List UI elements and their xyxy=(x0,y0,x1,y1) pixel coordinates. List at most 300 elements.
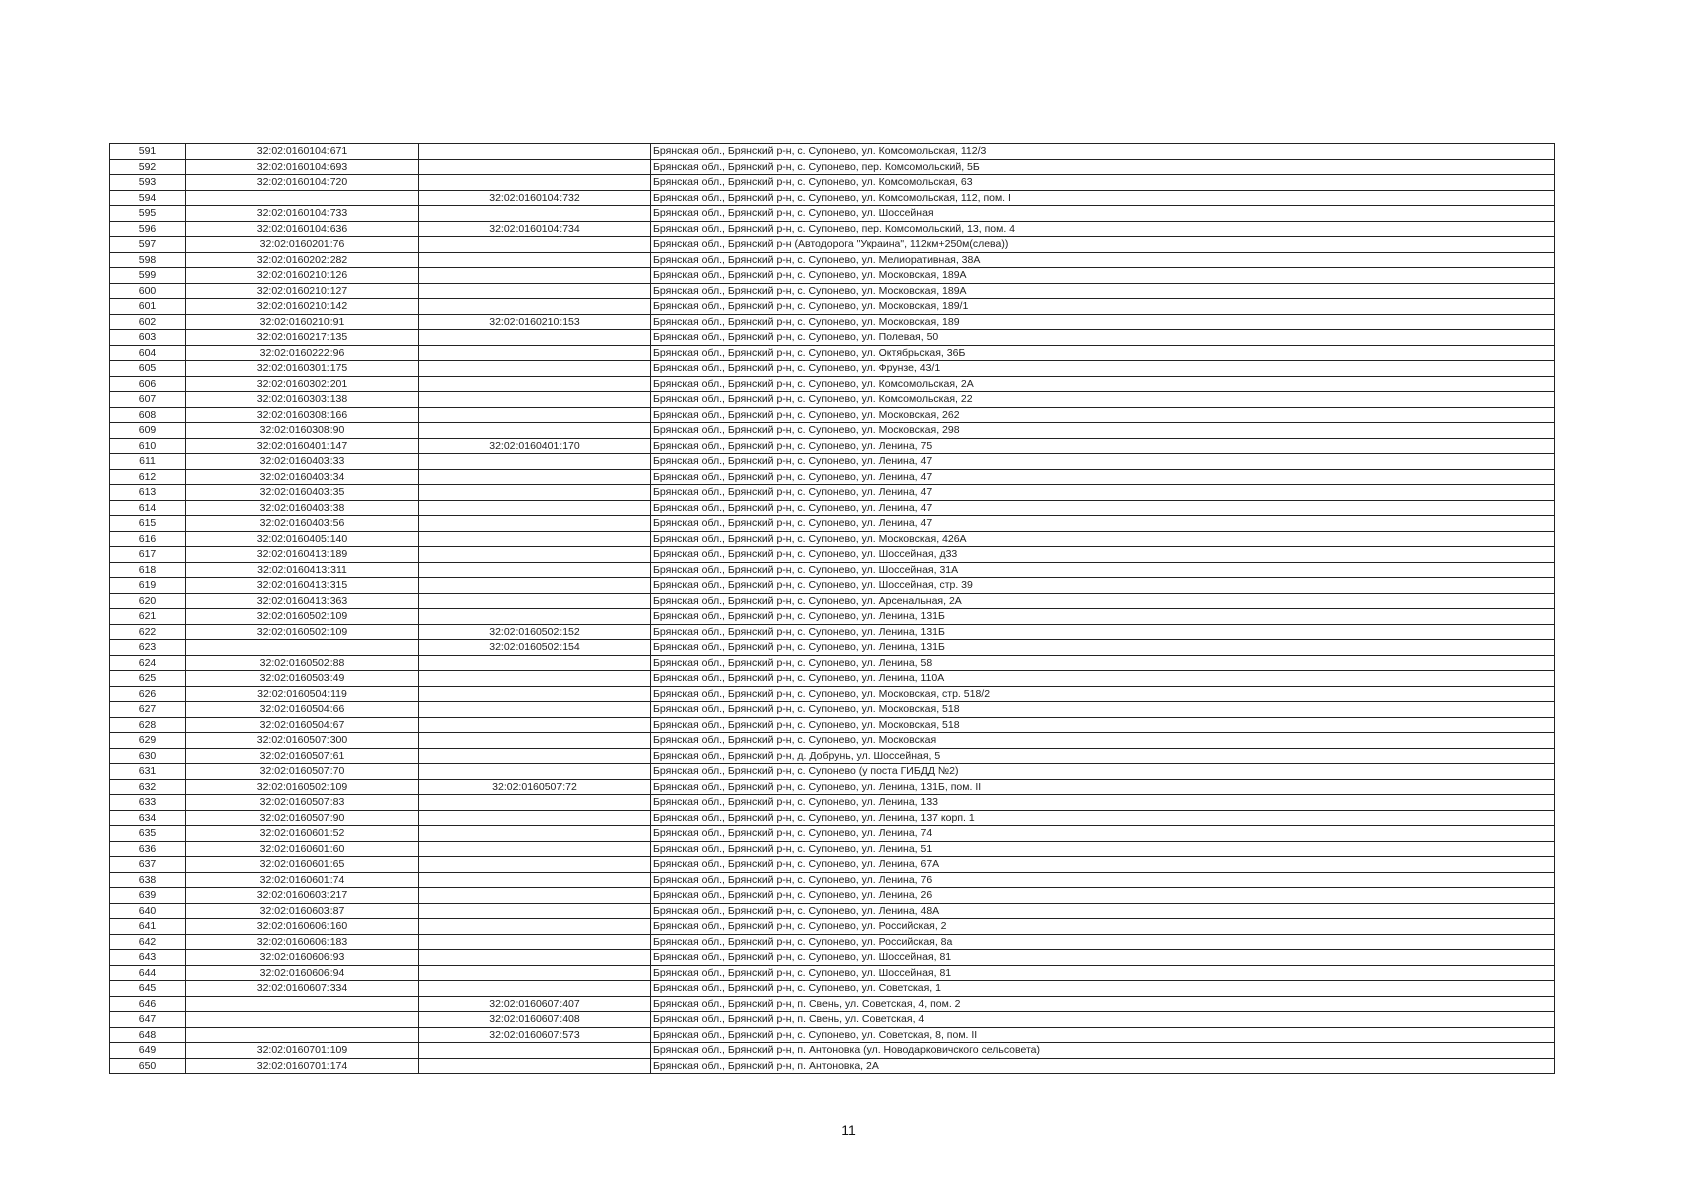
related-cadastral-number-cell xyxy=(419,903,651,919)
address-cell: Брянская обл., Брянский р-н, с. Супонево, ул. Ленина, 26 xyxy=(651,888,1555,904)
table-row xyxy=(110,361,1555,377)
related-cadastral-number-cell xyxy=(419,702,651,718)
related-cadastral-number-cell xyxy=(419,268,651,284)
address-cell: Брянская обл., Брянский р-н, с. Супонево, ул. Московская, 262 xyxy=(651,407,1555,423)
table-row xyxy=(110,175,1555,191)
row-number-cell: 646 xyxy=(110,996,186,1012)
cadastral-number-cell: 32:02:0160606:183 xyxy=(186,934,419,950)
related-cadastral-number-cell xyxy=(419,345,651,361)
address-cell: Брянская обл., Брянский р-н, с. Супонево, ул. Московская, 426А xyxy=(651,531,1555,547)
address-cell: Брянская обл., Брянский р-н, с. Супонево, ул. Российская, 8а xyxy=(651,934,1555,950)
address-cell: Брянская обл., Брянский р-н, с. Супонево, ул. Комсомольская, 112/3 xyxy=(651,144,1555,160)
related-cadastral-number-cell xyxy=(419,965,651,981)
address-cell: Брянская обл., Брянский р-н, п. Антоновка, 2А xyxy=(651,1058,1555,1074)
address-cell: Брянская обл., Брянский р-н, с. Супонево, ул. Октябрьская, 36Б xyxy=(651,345,1555,361)
address-cell: Брянская обл., Брянский р-н, с. Супонево, ул. Ленина, 51 xyxy=(651,841,1555,857)
related-cadastral-number-cell: 32:02:0160104:732 xyxy=(419,190,651,206)
row-number-cell: 618 xyxy=(110,562,186,578)
row-number-cell: 592 xyxy=(110,159,186,175)
table-row xyxy=(110,996,1555,1012)
cadastral-number-cell: 32:02:0160104:636 xyxy=(186,221,419,237)
row-number-cell: 625 xyxy=(110,671,186,687)
related-cadastral-number-cell xyxy=(419,717,651,733)
address-cell: Брянская обл., Брянский р-н, с. Супонево, ул. Полевая, 50 xyxy=(651,330,1555,346)
table-row xyxy=(110,733,1555,749)
related-cadastral-number-cell xyxy=(419,531,651,547)
cadastral-number-cell: 32:02:0160502:109 xyxy=(186,624,419,640)
table-row xyxy=(110,965,1555,981)
cadastral-number-cell: 32:02:0160210:142 xyxy=(186,299,419,315)
cadastral-number-cell xyxy=(186,640,419,656)
address-cell: Брянская обл., Брянский р-н, с. Супонево, ул. Мелиоративная, 38А xyxy=(651,252,1555,268)
cadastral-number-cell: 32:02:0160504:66 xyxy=(186,702,419,718)
table-row xyxy=(110,392,1555,408)
table-row xyxy=(110,624,1555,640)
address-cell: Брянская обл., Брянский р-н, с. Супонево, ул. Московская, 189А xyxy=(651,283,1555,299)
table-row xyxy=(110,268,1555,284)
table-row xyxy=(110,1027,1555,1043)
row-number-cell: 630 xyxy=(110,748,186,764)
related-cadastral-number-cell xyxy=(419,810,651,826)
table-row xyxy=(110,795,1555,811)
row-number-cell: 639 xyxy=(110,888,186,904)
cadastral-number-cell: 32:02:0160403:38 xyxy=(186,500,419,516)
cadastral-number-cell: 32:02:0160104:733 xyxy=(186,206,419,222)
related-cadastral-number-cell xyxy=(419,748,651,764)
row-number-cell: 636 xyxy=(110,841,186,857)
address-cell: Брянская обл., Брянский р-н, с. Супонево, ул. Ленина, 58 xyxy=(651,655,1555,671)
row-number-cell: 602 xyxy=(110,314,186,330)
related-cadastral-number-cell xyxy=(419,686,651,702)
cadastral-number-cell xyxy=(186,996,419,1012)
row-number-cell: 645 xyxy=(110,981,186,997)
address-cell: Брянская обл., Брянский р-н, с. Супонево, пер. Комсомольский, 13, пом. 4 xyxy=(651,221,1555,237)
address-cell: Брянская обл., Брянский р-н, с. Супонево, ул. Ленина, 74 xyxy=(651,826,1555,842)
cadastral-table xyxy=(109,143,1555,1074)
row-number-cell: 605 xyxy=(110,361,186,377)
cadastral-number-cell: 32:02:0160308:166 xyxy=(186,407,419,423)
address-cell: Брянская обл., Брянский р-н, с. Супонево, ул. Комсомольская, 22 xyxy=(651,392,1555,408)
row-number-cell: 620 xyxy=(110,593,186,609)
table-row xyxy=(110,748,1555,764)
row-number-cell: 638 xyxy=(110,872,186,888)
cadastral-number-cell: 32:02:0160507:83 xyxy=(186,795,419,811)
cadastral-table-body xyxy=(110,144,1555,1074)
address-cell: Брянская обл., Брянский р-н, с. Супонево, ул. Московская xyxy=(651,733,1555,749)
table-row xyxy=(110,1043,1555,1059)
address-cell: Брянская обл., Брянский р-н, с. Супонево, ул. Фрунзе, 43/1 xyxy=(651,361,1555,377)
related-cadastral-number-cell: 32:02:0160507:72 xyxy=(419,779,651,795)
table-row xyxy=(110,345,1555,361)
related-cadastral-number-cell xyxy=(419,593,651,609)
cadastral-number-cell: 32:02:0160507:90 xyxy=(186,810,419,826)
cadastral-number-cell: 32:02:0160606:94 xyxy=(186,965,419,981)
related-cadastral-number-cell xyxy=(419,469,651,485)
row-number-cell: 644 xyxy=(110,965,186,981)
cadastral-number-cell: 32:02:0160403:56 xyxy=(186,516,419,532)
table-row xyxy=(110,485,1555,501)
address-cell: Брянская обл., Брянский р-н, с. Супонево, ул. Комсомольская, 63 xyxy=(651,175,1555,191)
table-row xyxy=(110,159,1555,175)
address-cell: Брянская обл., Брянский р-н, с. Супонево, ул. Советская, 1 xyxy=(651,981,1555,997)
cadastral-number-cell: 32:02:0160104:671 xyxy=(186,144,419,160)
cadastral-number-cell: 32:02:0160603:87 xyxy=(186,903,419,919)
table-row xyxy=(110,144,1555,160)
cadastral-number-cell: 32:02:0160413:315 xyxy=(186,578,419,594)
related-cadastral-number-cell xyxy=(419,764,651,780)
related-cadastral-number-cell: 32:02:0160104:734 xyxy=(419,221,651,237)
cadastral-number-cell: 32:02:0160210:126 xyxy=(186,268,419,284)
cadastral-number-cell: 32:02:0160606:93 xyxy=(186,950,419,966)
row-number-cell: 596 xyxy=(110,221,186,237)
address-cell: Брянская обл., Брянский р-н, с. Супонево, ул. Ленина, 110А xyxy=(651,671,1555,687)
related-cadastral-number-cell xyxy=(419,237,651,253)
table-row xyxy=(110,640,1555,656)
row-number-cell: 591 xyxy=(110,144,186,160)
cadastral-number-cell: 32:02:0160302:201 xyxy=(186,376,419,392)
cadastral-number-cell: 32:02:0160202:282 xyxy=(186,252,419,268)
related-cadastral-number-cell xyxy=(419,981,651,997)
cadastral-number-cell: 32:02:0160403:33 xyxy=(186,454,419,470)
cadastral-number-cell xyxy=(186,190,419,206)
table-row xyxy=(110,190,1555,206)
row-number-cell: 597 xyxy=(110,237,186,253)
related-cadastral-number-cell xyxy=(419,175,651,191)
cadastral-number-cell: 32:02:0160401:147 xyxy=(186,438,419,454)
address-cell: Брянская обл., Брянский р-н, с. Супонево, ул. Ленина, 47 xyxy=(651,485,1555,501)
address-cell: Брянская обл., Брянский р-н, с. Супонево, ул. Шоссейная, 81 xyxy=(651,965,1555,981)
row-number-cell: 622 xyxy=(110,624,186,640)
related-cadastral-number-cell xyxy=(419,376,651,392)
table-row xyxy=(110,888,1555,904)
address-cell: Брянская обл., Брянский р-н, с. Супонево, пер. Комсомольский, 5Б xyxy=(651,159,1555,175)
cadastral-number-cell: 32:02:0160502:88 xyxy=(186,655,419,671)
related-cadastral-number-cell xyxy=(419,500,651,516)
row-number-cell: 601 xyxy=(110,299,186,315)
row-number-cell: 599 xyxy=(110,268,186,284)
cadastral-number-cell: 32:02:0160607:334 xyxy=(186,981,419,997)
cadastral-number-cell: 32:02:0160601:65 xyxy=(186,857,419,873)
row-number-cell: 616 xyxy=(110,531,186,547)
cadastral-number-cell: 32:02:0160210:127 xyxy=(186,283,419,299)
related-cadastral-number-cell xyxy=(419,206,651,222)
table-row xyxy=(110,454,1555,470)
table-row xyxy=(110,593,1555,609)
cadastral-number-cell: 32:02:0160503:49 xyxy=(186,671,419,687)
cadastral-number-cell: 32:02:0160507:300 xyxy=(186,733,419,749)
cadastral-number-cell: 32:02:0160104:720 xyxy=(186,175,419,191)
related-cadastral-number-cell xyxy=(419,888,651,904)
address-cell: Брянская обл., Брянский р-н, с. Супонево, ул. Московская, стр. 518/2 xyxy=(651,686,1555,702)
row-number-cell: 617 xyxy=(110,547,186,563)
cadastral-number-cell: 32:02:0160507:70 xyxy=(186,764,419,780)
related-cadastral-number-cell xyxy=(419,547,651,563)
address-cell: Брянская обл., Брянский р-н, с. Супонево, ул. Ленина, 48А xyxy=(651,903,1555,919)
table-row xyxy=(110,500,1555,516)
row-number-cell: 626 xyxy=(110,686,186,702)
row-number-cell: 637 xyxy=(110,857,186,873)
table-row xyxy=(110,903,1555,919)
row-number-cell: 593 xyxy=(110,175,186,191)
table-row xyxy=(110,314,1555,330)
row-number-cell: 629 xyxy=(110,733,186,749)
address-cell: Брянская обл., Брянский р-н, с. Супонево (у поста ГИБДД №2) xyxy=(651,764,1555,780)
table-row xyxy=(110,423,1555,439)
related-cadastral-number-cell: 32:02:0160607:408 xyxy=(419,1012,651,1028)
cadastral-number-cell: 32:02:0160104:693 xyxy=(186,159,419,175)
row-number-cell: 631 xyxy=(110,764,186,780)
address-cell: Брянская обл., Брянский р-н, п. Антоновка (ул. Новодарковичского сельсовета) xyxy=(651,1043,1555,1059)
table-row xyxy=(110,671,1555,687)
cadastral-number-cell: 32:02:0160413:363 xyxy=(186,593,419,609)
related-cadastral-number-cell: 32:02:0160401:170 xyxy=(419,438,651,454)
related-cadastral-number-cell xyxy=(419,826,651,842)
cadastral-number-cell: 32:02:0160504:67 xyxy=(186,717,419,733)
address-cell: Брянская обл., Брянский р-н, с. Супонево, ул. Ленина, 131Б xyxy=(651,624,1555,640)
row-number-cell: 608 xyxy=(110,407,186,423)
row-number-cell: 649 xyxy=(110,1043,186,1059)
row-number-cell: 610 xyxy=(110,438,186,454)
address-cell: Брянская обл., Брянский р-н, с. Супонево, ул. Шоссейная, 81 xyxy=(651,950,1555,966)
table-row xyxy=(110,469,1555,485)
related-cadastral-number-cell: 32:02:0160502:154 xyxy=(419,640,651,656)
row-number-cell: 604 xyxy=(110,345,186,361)
cadastral-number-cell xyxy=(186,1027,419,1043)
cadastral-number-cell: 32:02:0160303:138 xyxy=(186,392,419,408)
related-cadastral-number-cell: 32:02:0160502:152 xyxy=(419,624,651,640)
address-cell: Брянская обл., Брянский р-н, с. Супонево, ул. Московская, 518 xyxy=(651,717,1555,733)
address-cell: Брянская обл., Брянский р-н, с. Супонево, ул. Московская, 189 xyxy=(651,314,1555,330)
address-cell: Брянская обл., Брянский р-н, с. Супонево, ул. Шоссейная, д33 xyxy=(651,547,1555,563)
table-row xyxy=(110,221,1555,237)
row-number-cell: 627 xyxy=(110,702,186,718)
table-row xyxy=(110,919,1555,935)
cadastral-number-cell: 32:02:0160301:175 xyxy=(186,361,419,377)
row-number-cell: 614 xyxy=(110,500,186,516)
cadastral-number-cell: 32:02:0160701:174 xyxy=(186,1058,419,1074)
table-row xyxy=(110,779,1555,795)
related-cadastral-number-cell xyxy=(419,919,651,935)
row-number-cell: 650 xyxy=(110,1058,186,1074)
row-number-cell: 632 xyxy=(110,779,186,795)
related-cadastral-number-cell xyxy=(419,795,651,811)
address-cell: Брянская обл., Брянский р-н (Автодорога "Украина", 112км+250м(слева)) xyxy=(651,237,1555,253)
address-cell: Брянская обл., Брянский р-н, с. Супонево, ул. Ленина, 47 xyxy=(651,500,1555,516)
table-row xyxy=(110,562,1555,578)
related-cadastral-number-cell xyxy=(419,841,651,857)
related-cadastral-number-cell xyxy=(419,283,651,299)
related-cadastral-number-cell: 32:02:0160210:153 xyxy=(419,314,651,330)
row-number-cell: 634 xyxy=(110,810,186,826)
table-row xyxy=(110,826,1555,842)
table-row xyxy=(110,438,1555,454)
related-cadastral-number-cell xyxy=(419,857,651,873)
cadastral-number-cell: 32:02:0160502:109 xyxy=(186,779,419,795)
related-cadastral-number-cell xyxy=(419,330,651,346)
address-cell: Брянская обл., Брянский р-н, с. Супонево, ул. Ленина, 137 корп. 1 xyxy=(651,810,1555,826)
cadastral-number-cell: 32:02:0160603:217 xyxy=(186,888,419,904)
row-number-cell: 600 xyxy=(110,283,186,299)
row-number-cell: 640 xyxy=(110,903,186,919)
row-number-cell: 648 xyxy=(110,1027,186,1043)
row-number-cell: 619 xyxy=(110,578,186,594)
table-row xyxy=(110,1012,1555,1028)
table-row xyxy=(110,578,1555,594)
table-row xyxy=(110,1058,1555,1074)
table-row xyxy=(110,950,1555,966)
row-number-cell: 633 xyxy=(110,795,186,811)
address-cell: Брянская обл., Брянский р-н, п. Свень, ул. Советская, 4 xyxy=(651,1012,1555,1028)
row-number-cell: 623 xyxy=(110,640,186,656)
related-cadastral-number-cell xyxy=(419,144,651,160)
table-row xyxy=(110,841,1555,857)
related-cadastral-number-cell: 32:02:0160607:407 xyxy=(419,996,651,1012)
table-row xyxy=(110,283,1555,299)
table-row xyxy=(110,810,1555,826)
address-cell: Брянская обл., Брянский р-н, с. Супонево, ул. Московская, 189А xyxy=(651,268,1555,284)
cadastral-number-cell: 32:02:0160403:35 xyxy=(186,485,419,501)
row-number-cell: 615 xyxy=(110,516,186,532)
cadastral-number-cell: 32:02:0160502:109 xyxy=(186,609,419,625)
cadastral-number-cell: 32:02:0160217:135 xyxy=(186,330,419,346)
cadastral-number-cell: 32:02:0160308:90 xyxy=(186,423,419,439)
address-cell: Брянская обл., Брянский р-н, с. Супонево, ул. Московская, 189/1 xyxy=(651,299,1555,315)
row-number-cell: 607 xyxy=(110,392,186,408)
address-cell: Брянская обл., Брянский р-н, с. Супонево, ул. Ленина, 76 xyxy=(651,872,1555,888)
related-cadastral-number-cell xyxy=(419,407,651,423)
related-cadastral-number-cell xyxy=(419,1043,651,1059)
address-cell: Брянская обл., Брянский р-н, с. Супонево, ул. Ленина, 131Б, пом. II xyxy=(651,779,1555,795)
cadastral-number-cell: 32:02:0160413:189 xyxy=(186,547,419,563)
address-cell: Брянская обл., Брянский р-н, с. Супонево, ул. Московская, 298 xyxy=(651,423,1555,439)
cadastral-number-cell: 32:02:0160606:160 xyxy=(186,919,419,935)
row-number-cell: 642 xyxy=(110,934,186,950)
table-row xyxy=(110,717,1555,733)
cadastral-number-cell: 32:02:0160504:119 xyxy=(186,686,419,702)
table-row xyxy=(110,252,1555,268)
address-cell: Брянская обл., Брянский р-н, с. Супонево, ул. Арсенальная, 2А xyxy=(651,593,1555,609)
row-number-cell: 609 xyxy=(110,423,186,439)
address-cell: Брянская обл., Брянский р-н, с. Супонево, ул. Московская, 518 xyxy=(651,702,1555,718)
cadastral-number-cell: 32:02:0160701:109 xyxy=(186,1043,419,1059)
row-number-cell: 595 xyxy=(110,206,186,222)
address-cell: Брянская обл., Брянский р-н, с. Супонево, ул. Ленина, 47 xyxy=(651,469,1555,485)
table-row xyxy=(110,857,1555,873)
table-row xyxy=(110,655,1555,671)
related-cadastral-number-cell xyxy=(419,950,651,966)
related-cadastral-number-cell xyxy=(419,361,651,377)
address-cell: Брянская обл., Брянский р-н, д. Добрунь, ул. Шоссейная, 5 xyxy=(651,748,1555,764)
table-row xyxy=(110,547,1555,563)
address-cell: Брянская обл., Брянский р-н, с. Супонево, ул. Ленина, 47 xyxy=(651,516,1555,532)
address-cell: Брянская обл., Брянский р-н, с. Супонево, ул. Шоссейная, стр. 39 xyxy=(651,578,1555,594)
address-cell: Брянская обл., Брянский р-н, с. Супонево, ул. Российская, 2 xyxy=(651,919,1555,935)
address-cell: Брянская обл., Брянский р-н, с. Супонево, ул. Ленина, 75 xyxy=(651,438,1555,454)
cadastral-number-cell: 32:02:0160413:311 xyxy=(186,562,419,578)
table-row xyxy=(110,516,1555,532)
table-row xyxy=(110,237,1555,253)
address-cell: Брянская обл., Брянский р-н, с. Супонево, ул. Комсомольская, 112, пом. I xyxy=(651,190,1555,206)
cadastral-number-cell: 32:02:0160201:76 xyxy=(186,237,419,253)
row-number-cell: 598 xyxy=(110,252,186,268)
row-number-cell: 621 xyxy=(110,609,186,625)
address-cell: Брянская обл., Брянский р-н, с. Супонево, ул. Комсомольская, 2А xyxy=(651,376,1555,392)
table-row xyxy=(110,376,1555,392)
cadastral-number-cell: 32:02:0160601:60 xyxy=(186,841,419,857)
table-row xyxy=(110,330,1555,346)
related-cadastral-number-cell xyxy=(419,578,651,594)
cadastral-number-cell: 32:02:0160222:96 xyxy=(186,345,419,361)
cadastral-number-cell: 32:02:0160403:34 xyxy=(186,469,419,485)
table-row xyxy=(110,531,1555,547)
related-cadastral-number-cell xyxy=(419,485,651,501)
row-number-cell: 647 xyxy=(110,1012,186,1028)
row-number-cell: 643 xyxy=(110,950,186,966)
address-cell: Брянская обл., Брянский р-н, с. Супонево, ул. Ленина, 131Б xyxy=(651,609,1555,625)
address-cell: Брянская обл., Брянский р-н, с. Супонево, ул. Ленина, 47 xyxy=(651,454,1555,470)
related-cadastral-number-cell xyxy=(419,252,651,268)
address-cell: Брянская обл., Брянский р-н, с. Супонево, ул. Шоссейная xyxy=(651,206,1555,222)
page-number: 11 xyxy=(841,1122,856,1138)
row-number-cell: 635 xyxy=(110,826,186,842)
address-cell: Брянская обл., Брянский р-н, с. Супонево, ул. Ленина, 67А xyxy=(651,857,1555,873)
cadastral-number-cell: 32:02:0160601:52 xyxy=(186,826,419,842)
row-number-cell: 611 xyxy=(110,454,186,470)
related-cadastral-number-cell xyxy=(419,159,651,175)
related-cadastral-number-cell xyxy=(419,392,651,408)
cadastral-number-cell: 32:02:0160601:74 xyxy=(186,872,419,888)
address-cell: Брянская обл., Брянский р-н, с. Супонево, ул. Шоссейная, 31А xyxy=(651,562,1555,578)
row-number-cell: 613 xyxy=(110,485,186,501)
address-cell: Брянская обл., Брянский р-н, с. Супонево, ул. Ленина, 131Б xyxy=(651,640,1555,656)
row-number-cell: 624 xyxy=(110,655,186,671)
table-row xyxy=(110,206,1555,222)
table-row xyxy=(110,981,1555,997)
row-number-cell: 628 xyxy=(110,717,186,733)
table-row xyxy=(110,609,1555,625)
row-number-cell: 612 xyxy=(110,469,186,485)
cadastral-number-cell: 32:02:0160405:140 xyxy=(186,531,419,547)
table-row xyxy=(110,299,1555,315)
address-cell: Брянская обл., Брянский р-н, с. Супонево, ул. Ленина, 133 xyxy=(651,795,1555,811)
row-number-cell: 603 xyxy=(110,330,186,346)
table-row xyxy=(110,686,1555,702)
cadastral-number-cell xyxy=(186,1012,419,1028)
related-cadastral-number-cell xyxy=(419,934,651,950)
address-cell: Брянская обл., Брянский р-н, п. Свень, ул. Советская, 4, пом. 2 xyxy=(651,996,1555,1012)
related-cadastral-number-cell: 32:02:0160607:573 xyxy=(419,1027,651,1043)
row-number-cell: 641 xyxy=(110,919,186,935)
cadastral-number-cell: 32:02:0160507:61 xyxy=(186,748,419,764)
related-cadastral-number-cell xyxy=(419,423,651,439)
table-row xyxy=(110,764,1555,780)
related-cadastral-number-cell xyxy=(419,671,651,687)
related-cadastral-number-cell xyxy=(419,454,651,470)
related-cadastral-number-cell xyxy=(419,1058,651,1074)
table-row xyxy=(110,872,1555,888)
table-row xyxy=(110,702,1555,718)
table-row xyxy=(110,407,1555,423)
related-cadastral-number-cell xyxy=(419,872,651,888)
related-cadastral-number-cell xyxy=(419,299,651,315)
related-cadastral-number-cell xyxy=(419,562,651,578)
related-cadastral-number-cell xyxy=(419,516,651,532)
row-number-cell: 606 xyxy=(110,376,186,392)
address-cell: Брянская обл., Брянский р-н, с. Супонево, ул. Советская, 8, пом. II xyxy=(651,1027,1555,1043)
row-number-cell: 594 xyxy=(110,190,186,206)
cadastral-number-cell: 32:02:0160210:91 xyxy=(186,314,419,330)
related-cadastral-number-cell xyxy=(419,655,651,671)
